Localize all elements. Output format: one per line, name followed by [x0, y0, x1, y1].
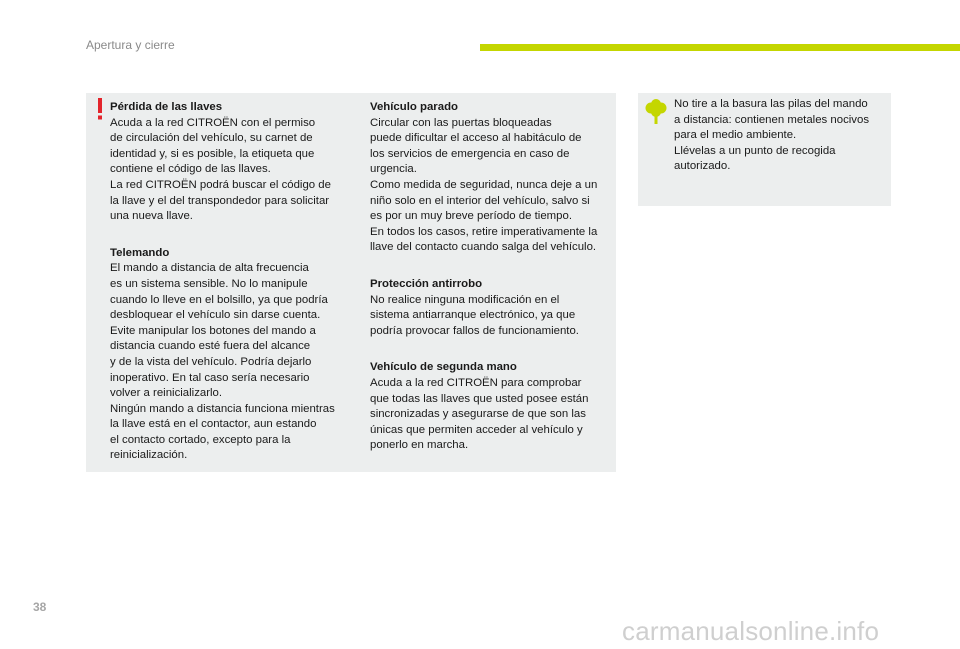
- section-body: Acuda a la red CITROËN con el permiso de circulación del vehículo, su carnet de identidad y, si es posible, la etiqueta que contiene el código de las llaves. La red CITROËN podrá buscar el código de la llave y el del transpondedor para solicitar una nueva llave.: [110, 116, 331, 223]
- section-body: No realice ninguna modificación en el sistema antiarranque electrónico, ya que podría provocar fallos de funcionamiento.: [370, 293, 579, 337]
- page-header-title: Apertura y cierre: [86, 38, 175, 52]
- section-title: Protección antirrobo: [370, 277, 483, 290]
- eco-note-body: No tire a la basura las pilas del mando a distancia: contienen metales nocivos para el medio ambiente. Llévelas a un punto de recogida autorizado.: [674, 98, 870, 173]
- section-body: Acuda a la red CITROËN para comprobar que todas las llaves que usted posee están sincronizadas y asegurarse de que son las únicas que permiten acceder al vehículo y ponerlo en marcha.: [370, 376, 589, 452]
- exclamation-icon: [96, 98, 104, 120]
- section-title: Pérdida de las llaves: [110, 101, 223, 113]
- header-accent-bar: [480, 44, 960, 51]
- section-lost-keys: [110, 100, 352, 225]
- watermark: carmanualsonline.info: [622, 616, 880, 646]
- section-title: Vehículo de segunda mano: [370, 361, 517, 374]
- section-body: El mando a distancia de alta frecuencia es un sistema sensible. No lo manipule cuando lo lleve en el bolsillo, ya que podría desbloquear el vehículo sin darse cuenta. Evite manipular los botones del mando a distancia cuando esté fuera del alcance y de la vista del vehículo. Podría dejarlo inoperativo. En tal caso sería necesario volver a reinicializarlo. Ningún mando a distancia funciona mientras la llave está en el contactor, aun estando el contacto cortado, excepto para la reinicialización.: [110, 262, 335, 462]
- section-parked-vehicle: [370, 100, 612, 256]
- section-title: Vehículo parado: [370, 101, 458, 113]
- eco-note: [674, 97, 884, 175]
- section-title: Telemando: [110, 246, 170, 259]
- section-anti-theft: [370, 277, 612, 339]
- tree-icon: [645, 99, 667, 125]
- section-remote-control: [110, 246, 352, 464]
- left-column: [110, 100, 352, 485]
- section-used-vehicle: [370, 360, 612, 454]
- page-number: 38: [33, 600, 47, 614]
- section-body: Circular con las puertas bloqueadas puede dificultar el acceso al habitáculo de los servicios de emergencia en caso de urgencia. Como medida de seguridad, nunca deje a un niño solo en el interior del vehículo, salvo si es por un muy breve período de tiempo. En todos los casos, retire imperativamente la llave del contacto cuando salga del vehículo.: [370, 116, 598, 254]
- middle-column: [370, 100, 612, 475]
